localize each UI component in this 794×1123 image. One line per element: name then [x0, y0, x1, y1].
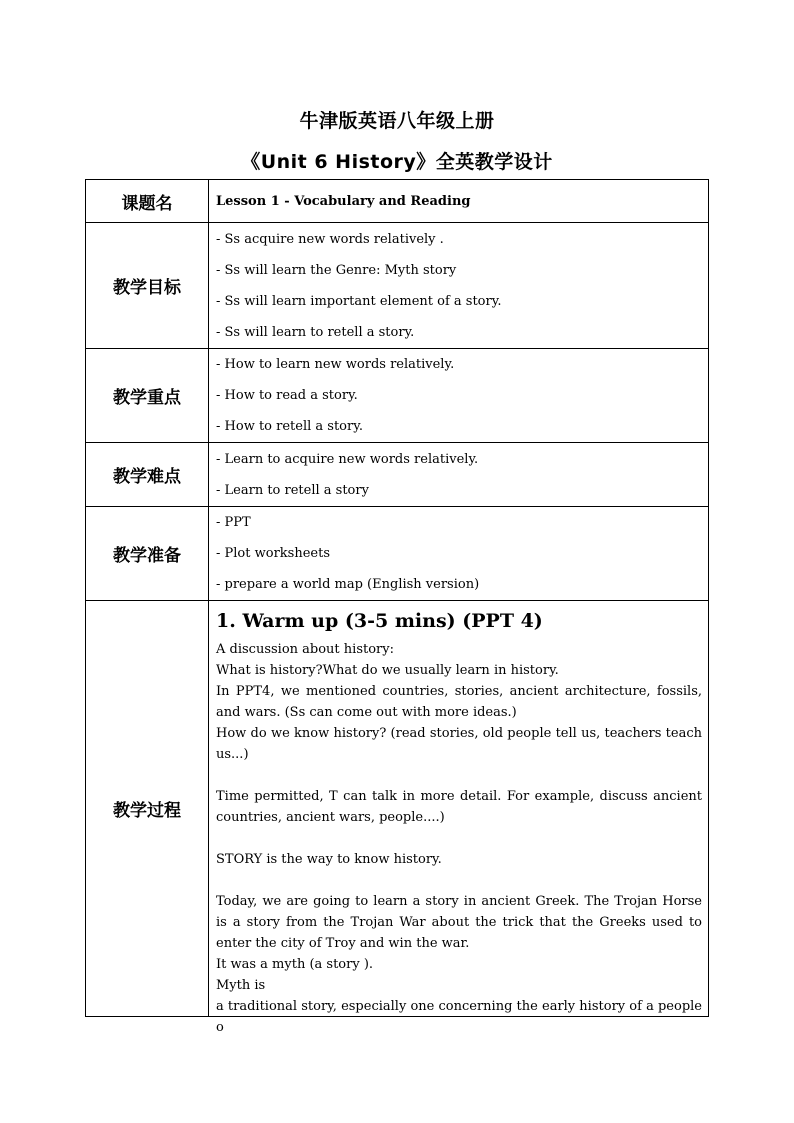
list-item: - Learn to retell a story	[216, 482, 369, 498]
table-row-difficulties	[86, 443, 709, 507]
list-item: - Ss will learn to retell a story.	[216, 324, 415, 340]
objectives-cell	[209, 223, 709, 349]
table-row-preparation	[86, 507, 709, 601]
label-process: 教学过程	[86, 601, 209, 1017]
preparation-cell	[209, 507, 709, 601]
list-item: - Plot worksheets	[216, 546, 330, 561]
label-difficulties: 教学难点	[86, 443, 209, 507]
lesson-plan-table	[85, 179, 709, 1035]
document-subtitle: 《Unit 6 History》全英教学设计	[241, 151, 553, 173]
list-item: - How to read a story.	[216, 388, 358, 403]
table-row-objectives	[86, 223, 709, 349]
list-item: - Ss acquire new words relatively .	[216, 231, 444, 247]
table-row-topic	[86, 180, 709, 223]
label-preparation: 教学准备	[86, 507, 209, 601]
paragraph: Today, we are going to learn a story in ancient Greek. The Trojan Horse is a story from the Trojan War about the trick that the Greeks used to enter the city of Troy and win the war. It was a myth (a story ). Myth is a traditional story, especially one concerning the early history of a people o	[216, 894, 702, 1035]
label-key-points: 教学重点	[86, 349, 209, 443]
lesson-title: Lesson 1 - Vocabulary and Reading	[209, 180, 709, 223]
difficulties-cell	[209, 443, 709, 507]
label-objectives: 教学目标	[86, 223, 209, 349]
section-heading: 1. Warm up (3-5 mins) (PPT 4)	[216, 610, 543, 632]
paragraph: STORY is the way to know history.	[216, 852, 442, 867]
list-item: - prepare a world map (English version)	[216, 577, 480, 592]
list-item: - How to retell a story.	[216, 419, 363, 434]
list-item: - Ss will learn important element of a story.	[216, 293, 502, 309]
paragraph: Time permitted, T can talk in more detail. For example, discuss ancient countries, ancient wars, people....)	[216, 789, 702, 825]
spacer	[216, 828, 702, 849]
list-item: - How to learn new words relatively.	[216, 357, 455, 372]
table-row-process	[86, 601, 709, 1017]
list-item: - Learn to acquire new words relatively.	[216, 451, 479, 467]
paragraph: A discussion about history: What is history?What do we usually learn in history. In PPT4, we mentioned countries, stories, ancient architecture, fossils, and wars. (Ss can come out with more ideas.) How do we know history? (read stories, old people tell us, teachers teach us...)	[216, 642, 702, 762]
list-item: - PPT	[216, 515, 251, 530]
spacer	[216, 870, 702, 891]
list-item: - Ss will learn the Genre: Myth story	[216, 262, 457, 278]
process-content	[216, 607, 702, 1035]
key-points-cell	[209, 349, 709, 443]
document-title: 牛津版英语八年级上册	[299, 110, 495, 132]
table-row-key-points	[86, 349, 709, 443]
spacer	[216, 765, 702, 786]
label-topic: 课题名	[86, 180, 209, 223]
process-cell	[209, 601, 709, 1035]
